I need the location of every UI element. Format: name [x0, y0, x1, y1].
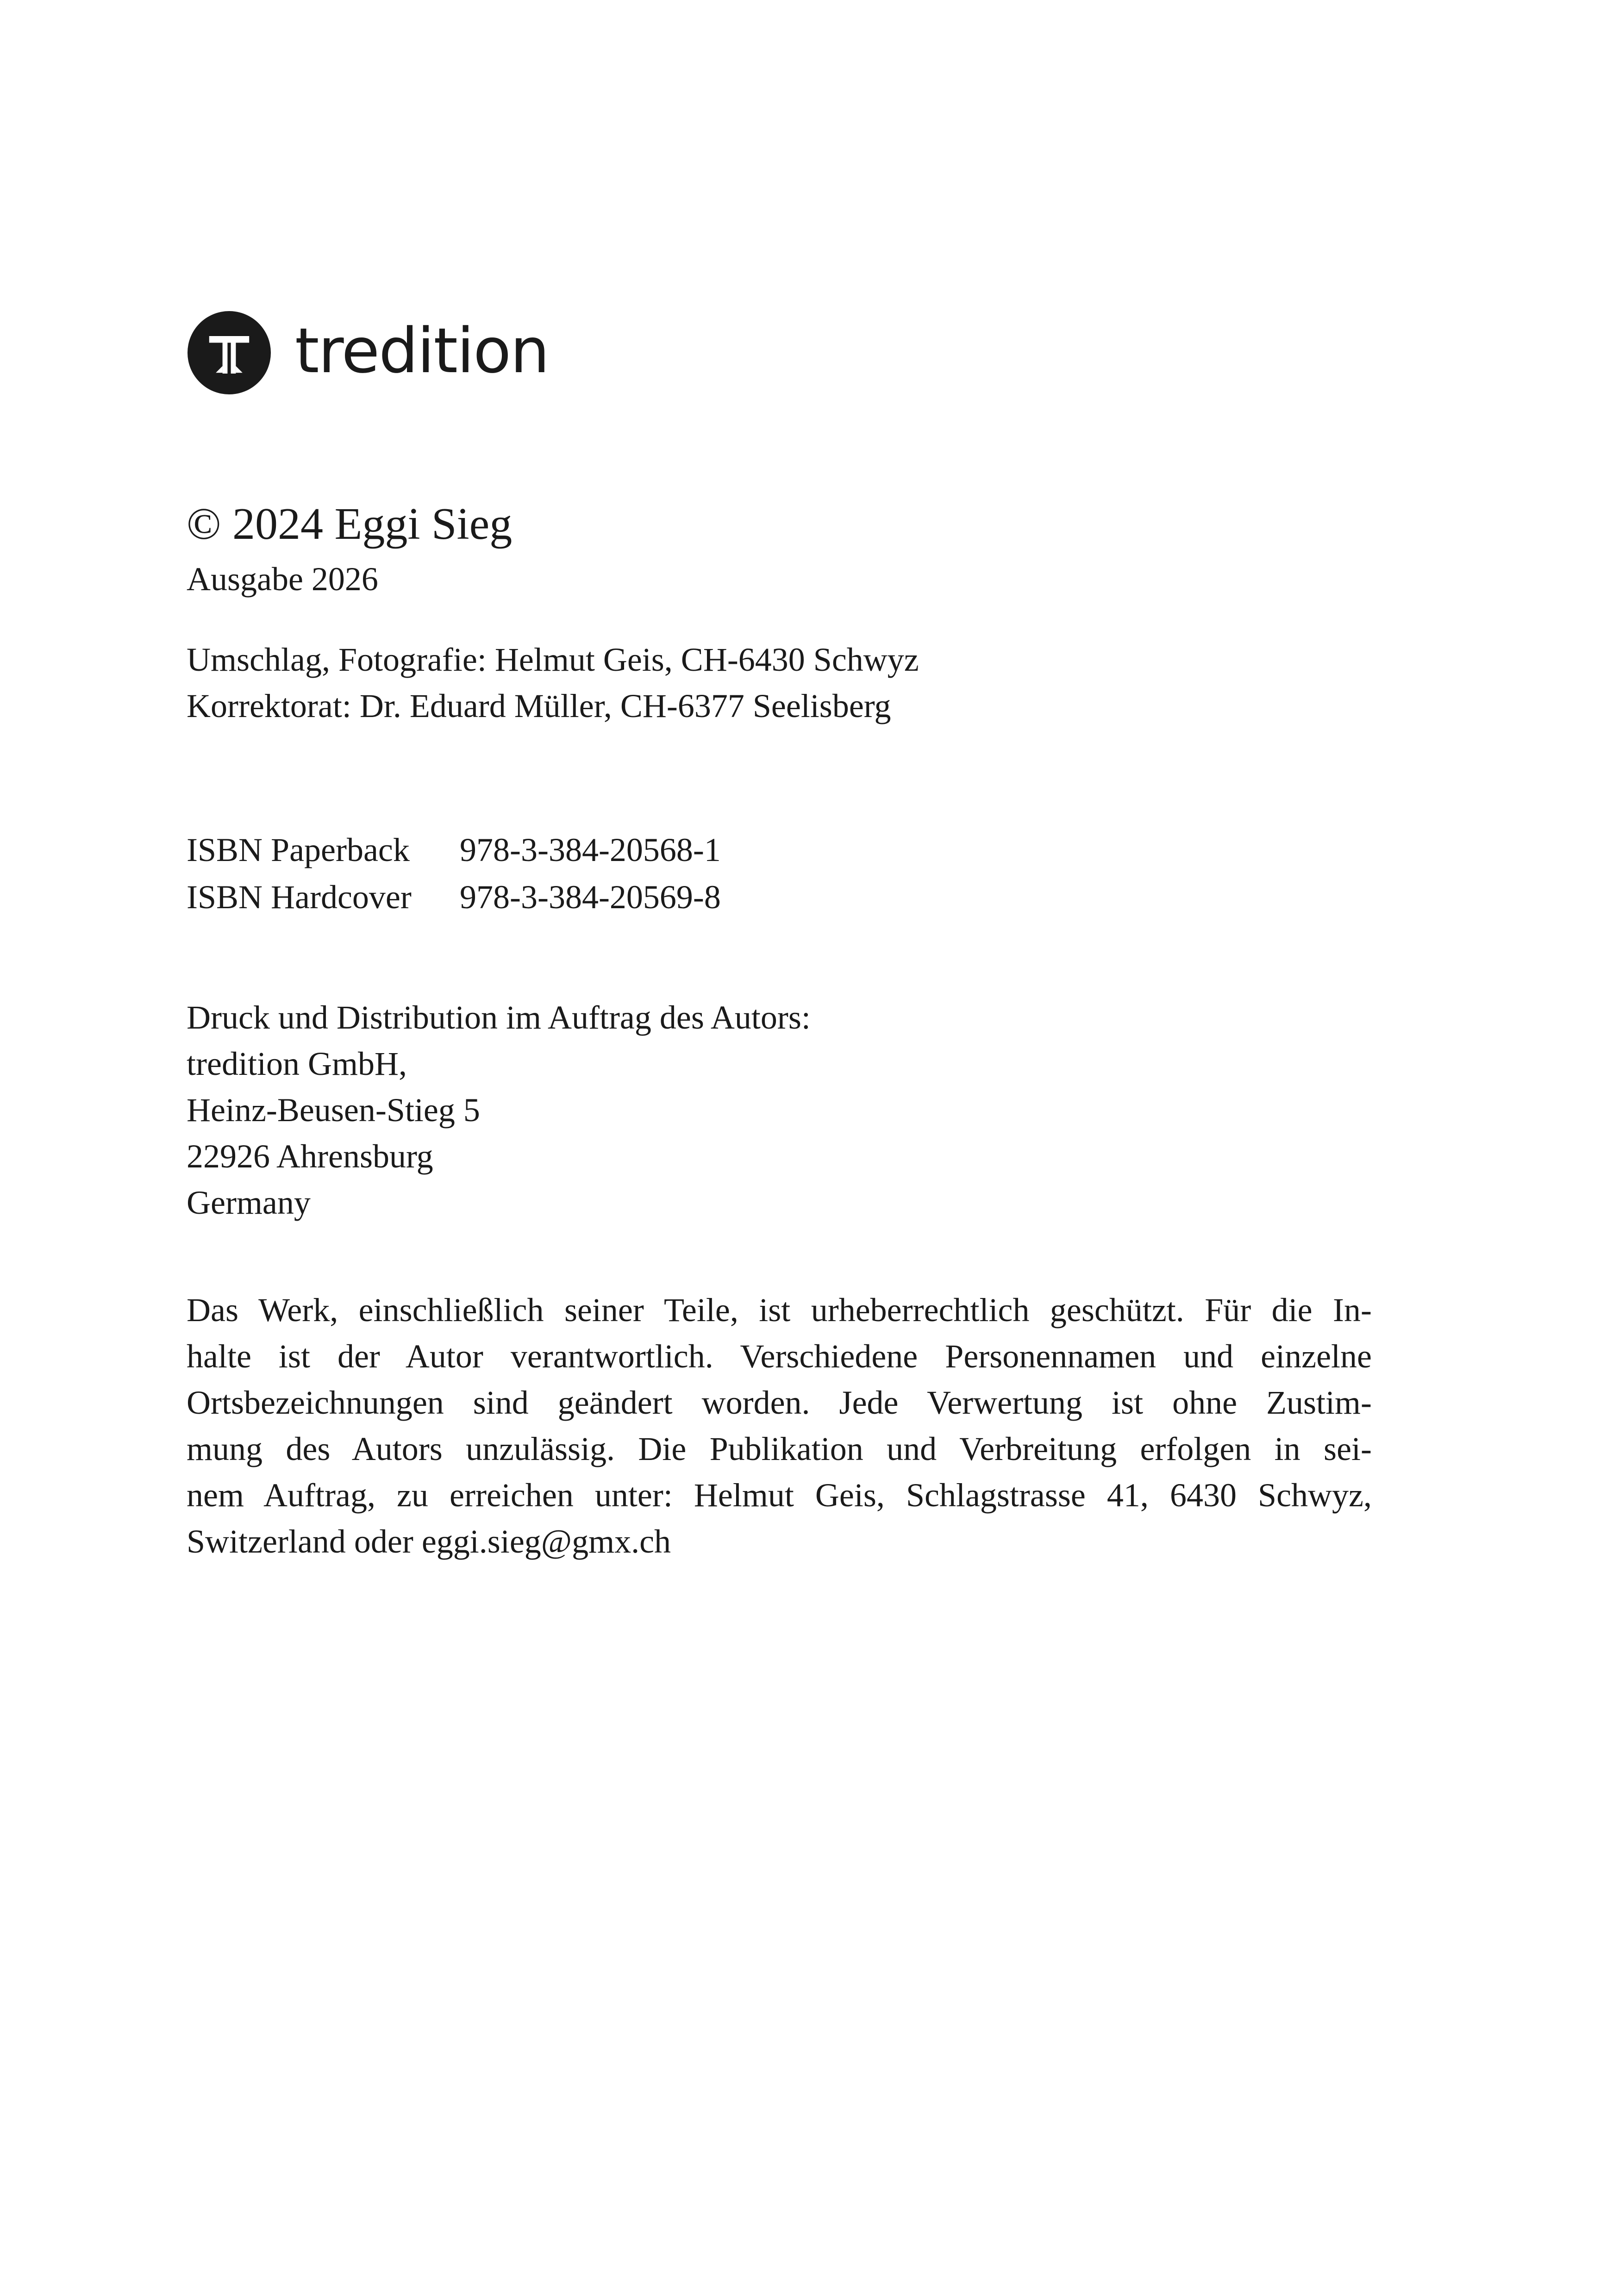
isbn-hardcover-row	[187, 873, 721, 921]
credit-proofreading: Korrektorat: Dr. Eduard Müller, CH-6377 Seelisberg	[187, 687, 891, 724]
legal-line: mung des Autors unzulässig. Die Publikation und Verbreitung erfolgen in sei-	[187, 1430, 1372, 1467]
legal-notice	[187, 1287, 1372, 1565]
edition-line: Ausgabe 2026	[187, 561, 378, 598]
legal-line: halte ist der Autor verantwortlich. Verschiedene Personennamen und einzelne	[187, 1338, 1372, 1375]
address-country: Germany	[187, 1184, 311, 1221]
legal-line: Switzerland oder eggi.sieg@gmx.ch	[187, 1523, 671, 1560]
isbn-value: 978-3-384-20568-1	[460, 831, 721, 868]
tredition-t-logo-icon	[188, 311, 271, 394]
isbn-paperback-row	[187, 826, 721, 873]
legal-line: Ortsbezeichnungen sind geändert worden. Jede Verwertung ist ohne Zustim-	[187, 1384, 1372, 1421]
legal-line: nem Auftrag, zu erreichen unter: Helmut Geis, Schlagstrasse 41, 6430 Schwyz,	[187, 1477, 1372, 1514]
isbn-label: ISBN Hardcover	[187, 879, 412, 916]
copyright-line: © 2024 Eggi Sieg	[187, 499, 513, 549]
address-city: 22926 Ahrensburg	[187, 1138, 433, 1175]
distribution-heading: Druck und Distribution im Auftrag des Autors:	[187, 999, 811, 1036]
isbn-block	[187, 826, 721, 921]
isbn-value: 978-3-384-20569-8	[460, 879, 721, 916]
address-company: tredition GmbH,	[187, 1045, 407, 1082]
legal-line: Das Werk, einschließlich seiner Teile, ist urheberrechtlich geschützt. Für die In-	[187, 1292, 1372, 1329]
publisher-logo-text: tredition	[295, 315, 549, 387]
isbn-label: ISBN Paperback	[187, 831, 410, 868]
address-street: Heinz-Beusen-Stieg 5	[187, 1092, 480, 1129]
credit-cover: Umschlag, Fotografie: Helmut Geis, CH-6430 Schwyz	[187, 641, 919, 678]
publisher-logo	[188, 311, 549, 394]
distribution-address	[187, 994, 811, 1226]
credits-block	[187, 636, 919, 729]
